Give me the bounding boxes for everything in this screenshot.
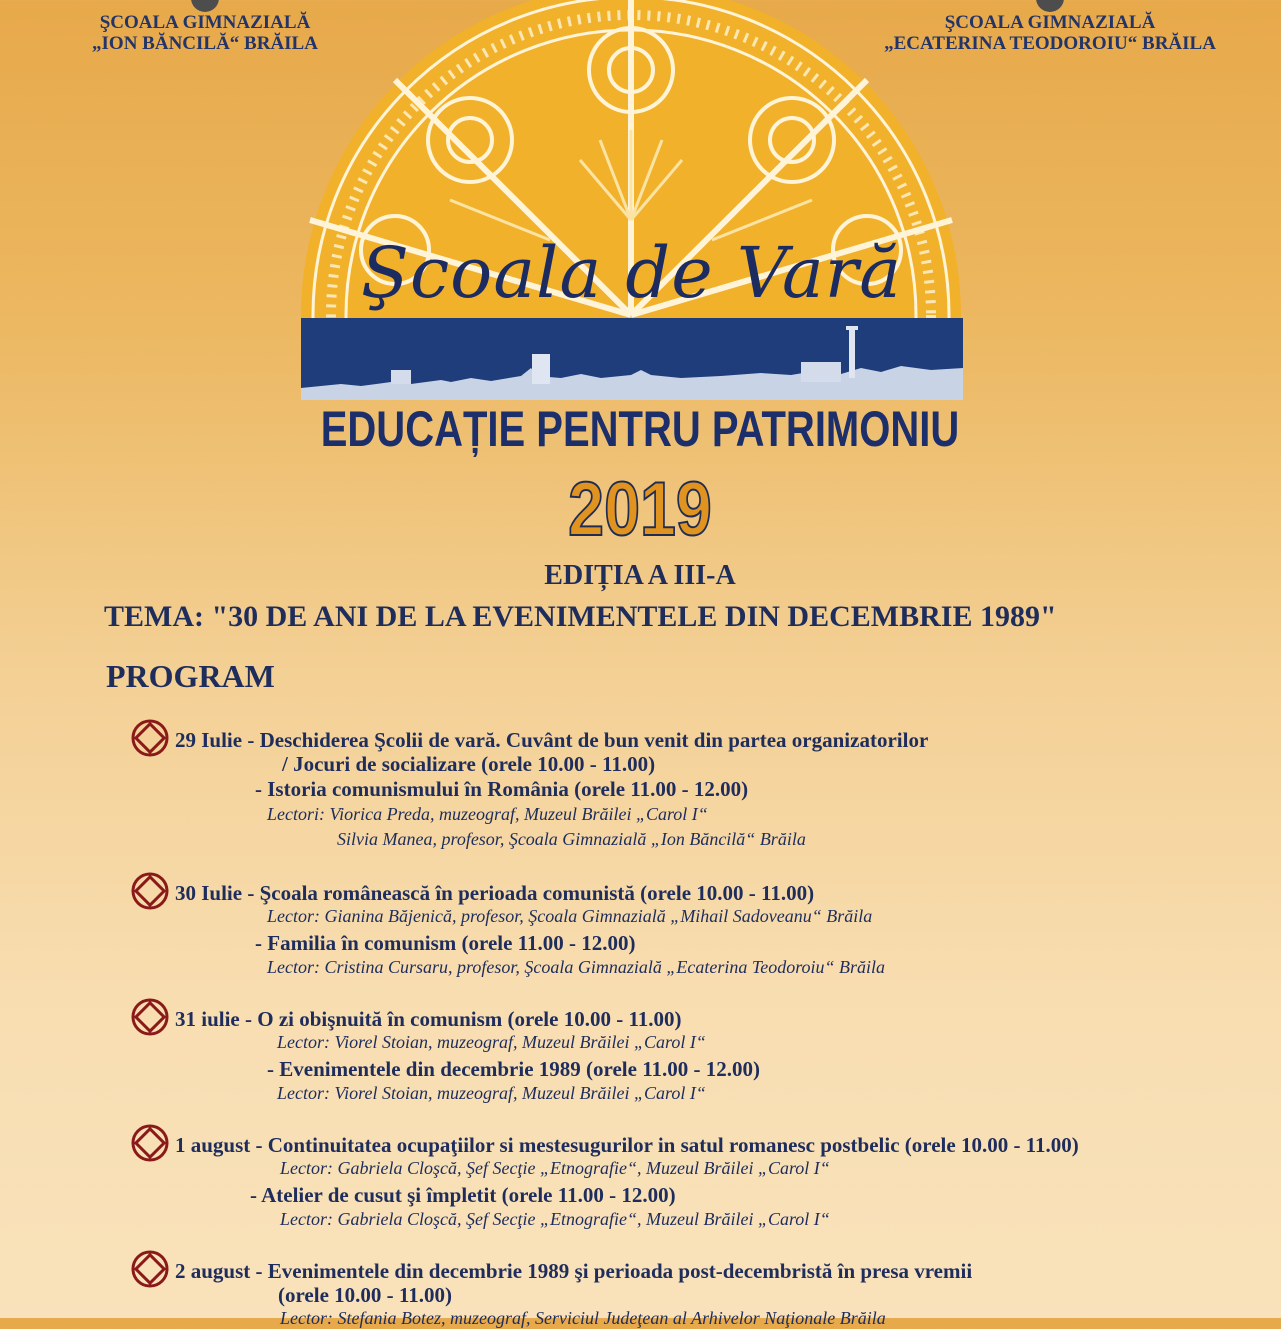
lecturer-line: Lector: Stefania Botez, muzeograf, Serviciul Judeţean al Arhivelor Naţionale Brăila (280, 1308, 886, 1328)
lecturer-line: Lector: Gabriela Cloşcă, Şef Secţie „Etnografie“, Muzeul Brăilei „Carol I“ (280, 1209, 830, 1229)
heritage-bullet-icon (130, 718, 170, 758)
day-title: 29 Iulie - Deschiderea Şcolii de vară. Cuvânt de bun venit din partea organizatorilor (175, 728, 929, 752)
day-line: / Jocuri de socializare (orele 10.00 - 11.00) (282, 752, 656, 776)
lecturer-line: Lectori: Viorica Preda, muzeograf, Muzeul Brăilei „Carol I“ (267, 804, 708, 824)
heritage-bullet-icon (130, 997, 170, 1037)
city-skyline-banner (301, 318, 963, 400)
main-title: EDUCAȚIE PENTRU PATRIMONIU (320, 401, 960, 457)
script-title: Şcoala de Vară (361, 232, 902, 314)
school-right-line1: ŞCOALA GIMNAZIALĂ (944, 12, 1156, 33)
lecturer-line: Lector: Viorel Stoian, muzeograf, Muzeul Brăilei „Carol I“ (277, 1032, 706, 1052)
day-title: 2 august - Evenimentele din decembrie 1989 şi perioada post-decembristă în presa vremii (175, 1259, 973, 1283)
day-title: 1 august - Continuitatea ocupaţiilor si mestesugurilor in satul romanesc postbelic (orele 10.00 - 11.00) (175, 1133, 1079, 1157)
day-line: - Familia în comunism (orele 11.00 - 12.00) (255, 931, 636, 955)
heritage-bullet-icon (130, 1249, 170, 1289)
school-left-line2: „ION BĂNCILĂ“ BRĂILA (92, 33, 318, 54)
heritage-bullet-icon (130, 1123, 170, 1163)
day-line: - Evenimentele din decembrie 1989 (orele 11.00 - 12.00) (267, 1057, 761, 1081)
day-title: 30 Iulie - Şcoala românească în perioada comunistă (orele 10.00 - 11.00) (175, 881, 815, 905)
lecturer-line: Lector: Gabriela Cloşcă, Şef Secţie „Etnografie“, Muzeul Brăilei „Carol I“ (280, 1158, 830, 1178)
lecturer-line: Silvia Manea, profesor, Şcoala Gimnazială „Ion Băncilă“ Brăila (337, 829, 806, 849)
school-left (80, 12, 330, 54)
day-line: - Atelier de cusut şi împletit (orele 11.00 - 12.00) (250, 1183, 676, 1207)
school-right-logo (1036, 0, 1064, 12)
skyline-silhouette (301, 318, 963, 400)
school-left-logo (191, 0, 219, 12)
program-heading: PROGRAM (106, 658, 275, 694)
edition-label: EDIȚIA A III-A (544, 560, 736, 591)
day-line: - Istoria comunismului în România (orele 11.00 - 12.00) (255, 777, 749, 801)
heritage-bullet-icon (130, 871, 170, 911)
lecturer-line: Lector: Cristina Cursaru, profesor, Şcoala Gimnazială „Ecaterina Teodoroiu“ Brăila (267, 957, 886, 977)
school-right-line2: „ECATERINA TEODOROIU“ BRĂILA (884, 33, 1216, 54)
year-title: 2019 (568, 467, 712, 552)
day-title: 31 iulie - O zi obişnuită în comunism (orele 10.00 - 11.00) (175, 1007, 682, 1031)
lecturer-line: Lector: Viorel Stoian, muzeograf, Muzeul Brăilei „Carol I“ (277, 1083, 706, 1103)
day-line: (orele 10.00 - 11.00) (278, 1283, 452, 1307)
school-left-line1: ŞCOALA GIMNAZIALĂ (99, 12, 311, 33)
lecturer-line: Lector: Gianina Băjenică, profesor, Şcoala Gimnazială „Mihail Sadoveanu“ Brăila (267, 906, 873, 926)
theme-line: TEMA: "30 DE ANI DE LA EVENIMENTELE DIN DECEMBRIE 1989" (104, 600, 1057, 633)
